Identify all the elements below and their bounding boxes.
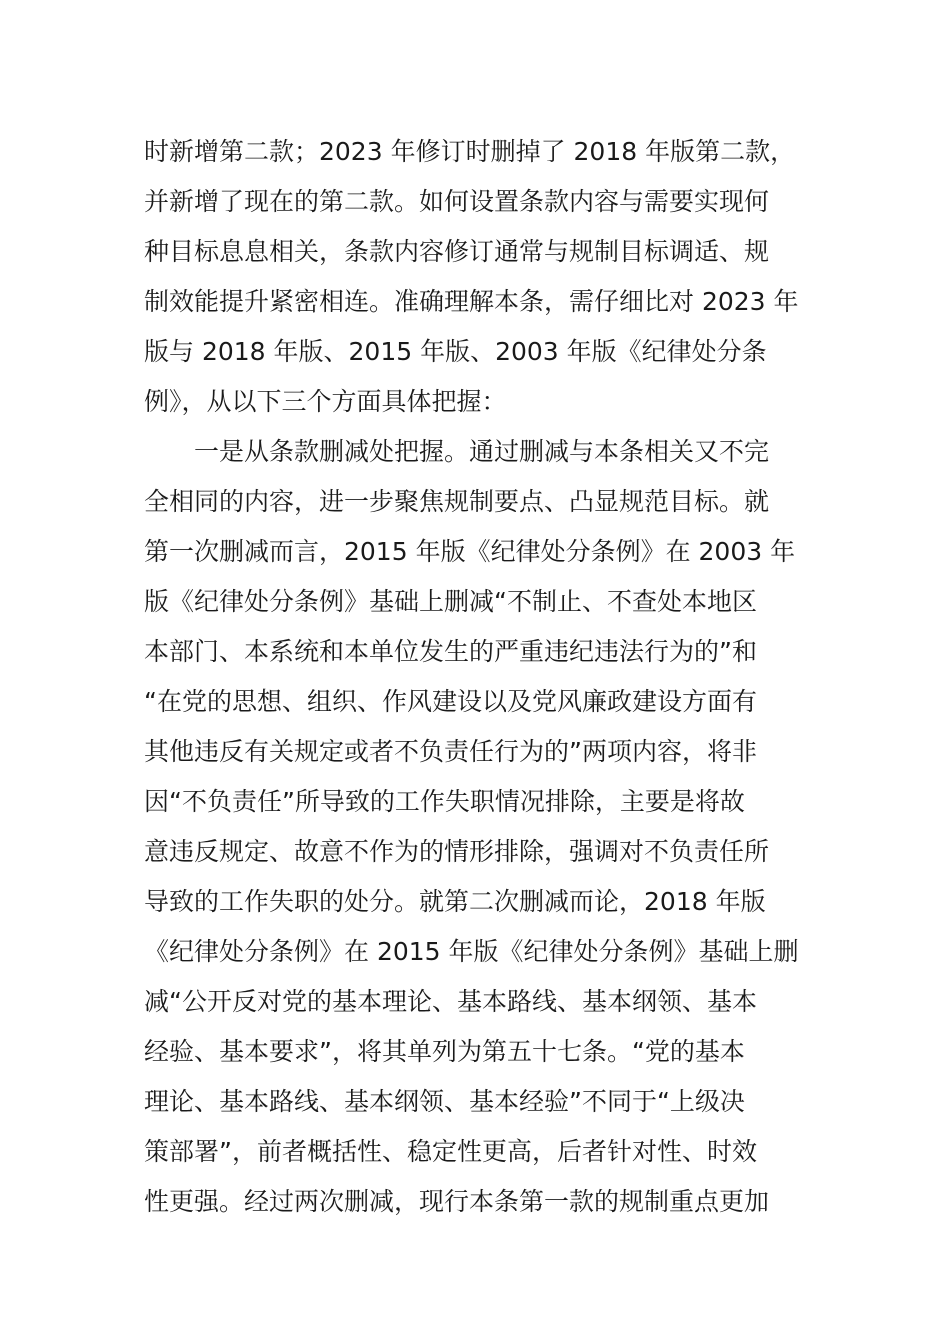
text-line: 《纪律处分条例》在 2015 年版《纪律处分条例》基础上删 (144, 937, 799, 966)
text-line: 导致的工作失职的处分。就第二次删减而论，2018 年版 (144, 887, 766, 916)
text-line: 制效能提升紧密相连。准确理解本条，需仔细比对 2023 年 (144, 287, 799, 316)
text-line: 种目标息息相关，条款内容修订通常与规制目标调适、规 (144, 237, 770, 266)
text-line: 经验、基本要求”，将其单列为第五十七条。“党的基本 (144, 1037, 745, 1066)
text-line: 因“不负责任”所导致的工作失职情况排除，主要是将故 (144, 787, 745, 816)
paragraph-start-line: 一是从条款删减处把握。通过删减与本条相关又不完 (194, 437, 770, 466)
text-line: 例》，从以下三个方面具体把握： (144, 387, 507, 416)
text-line: 性更强。经过两次删减，现行本条第一款的规制重点更加 (144, 1187, 770, 1216)
text-line: 理论、基本路线、基本纲领、基本经验”不同于“上级决 (144, 1087, 745, 1116)
text-line: 其他违反有关规定或者不负责任行为的”两项内容，将非 (144, 737, 757, 766)
text-line: “在党的思想、组织、作风建设以及党风廉政建设方面有 (144, 687, 757, 716)
text-line: 减“公开反对党的基本理论、基本路线、基本纲领、基本 (144, 987, 757, 1016)
text-line: 版与 2018 年版、2015 年版、2003 年版《纪律处分条 (144, 337, 767, 366)
text-line: 第一次删减而言，2015 年版《纪律处分条例》在 2003 年 (144, 537, 796, 566)
text-line: 时新增第二款；2023 年修订时删掉了 2018 年版第二款， (144, 137, 796, 166)
text-line: 版《纪律处分条例》基础上删减“不制止、不查处本地区 (144, 587, 757, 616)
body-text (144, 127, 824, 1227)
text-line: 并新增了现在的第二款。如何设置条款内容与需要实现何 (144, 187, 770, 216)
text-line: 本部门、本系统和本单位发生的严重违纪违法行为的”和 (144, 637, 757, 666)
text-line: 策部署”，前者概括性、稳定性更高，后者针对性、时效 (144, 1137, 757, 1166)
text-line: 意违反规定、故意不作为的情形排除，强调对不负责任所 (144, 837, 770, 866)
text-line: 全相同的内容，进一步聚焦规制要点、凸显规范目标。就 (144, 487, 770, 516)
